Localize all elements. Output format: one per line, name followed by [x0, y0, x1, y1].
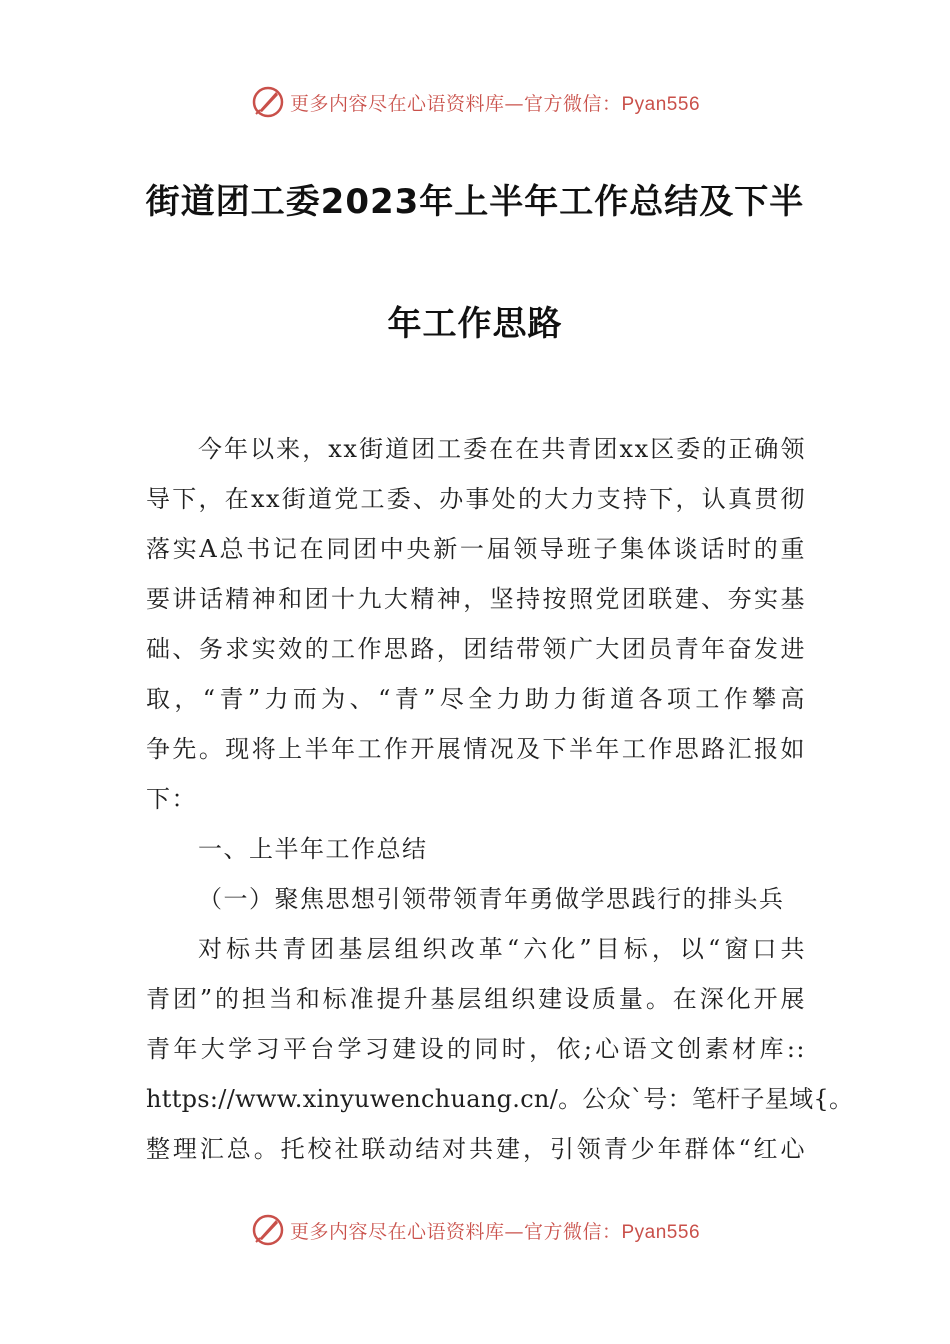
paragraph-2-line: 对标共青团基层组织改革“六化”目标，以“窗口共: [198, 935, 806, 963]
paragraph-1-line: 下：: [146, 785, 197, 813]
footer-watermark: [0, 1210, 950, 1250]
paragraph-2-line: 青年大学习平台学习建设的同时，依;心语文创素材库::: [146, 1035, 806, 1063]
paragraph-1-line: 础、务求实效的工作思路，团结带领广大团员青年奋发进: [146, 635, 806, 663]
header-watermark: [0, 82, 950, 122]
paragraph-2-line: https://www.xinyuwenchuang.cn/。公众`号：笔杆子星域{。: [146, 1085, 854, 1113]
watermark-text: 更多内容尽在心语资料库—官方微信：Pyan556: [289, 92, 701, 115]
section-heading: 一、上半年工作总结: [198, 835, 428, 863]
quill-logo-icon: [250, 1212, 286, 1248]
paragraph-2-line: 整理汇总。托校社联动结对共建，引领青少年群体“红心: [146, 1135, 806, 1163]
paragraph-1-line: 落实A总书记在同团中央新一届领导班子集体谈话时的重: [146, 535, 806, 563]
quill-logo-icon: [250, 84, 286, 120]
document-title-line-1: 街道团工委2023年上半年工作总结及下半: [145, 182, 805, 222]
watermark-text: 更多内容尽在心语资料库—官方微信：Pyan556: [289, 1220, 701, 1243]
paragraph-2-line: 青团”的担当和标准提升基层组织建设质量。在深化开展: [146, 985, 806, 1013]
paragraph-1-line: 导下，在xx街道党工委、办事处的大力支持下，认真贯彻: [146, 485, 806, 513]
paragraph-1-line: 争先。现将上半年工作开展情况及下半年工作思路汇报如: [146, 735, 806, 763]
document-title-line-2: 年工作思路: [387, 304, 563, 344]
subsection-heading: （一）聚焦思想引领带领青年勇做学思践行的排头兵: [198, 885, 785, 913]
paragraph-1-line: 今年以来，xx街道团工委在在共青团xx区委的正确领: [198, 435, 806, 463]
paragraph-1-line: 要讲话精神和团十九大精神，坚持按照党团联建、夯实基: [146, 585, 806, 613]
paragraph-1-line: 取，“青”力而为、“青”尽全力助力街道各项工作攀高: [146, 685, 806, 713]
document-body: [146, 424, 854, 1174]
